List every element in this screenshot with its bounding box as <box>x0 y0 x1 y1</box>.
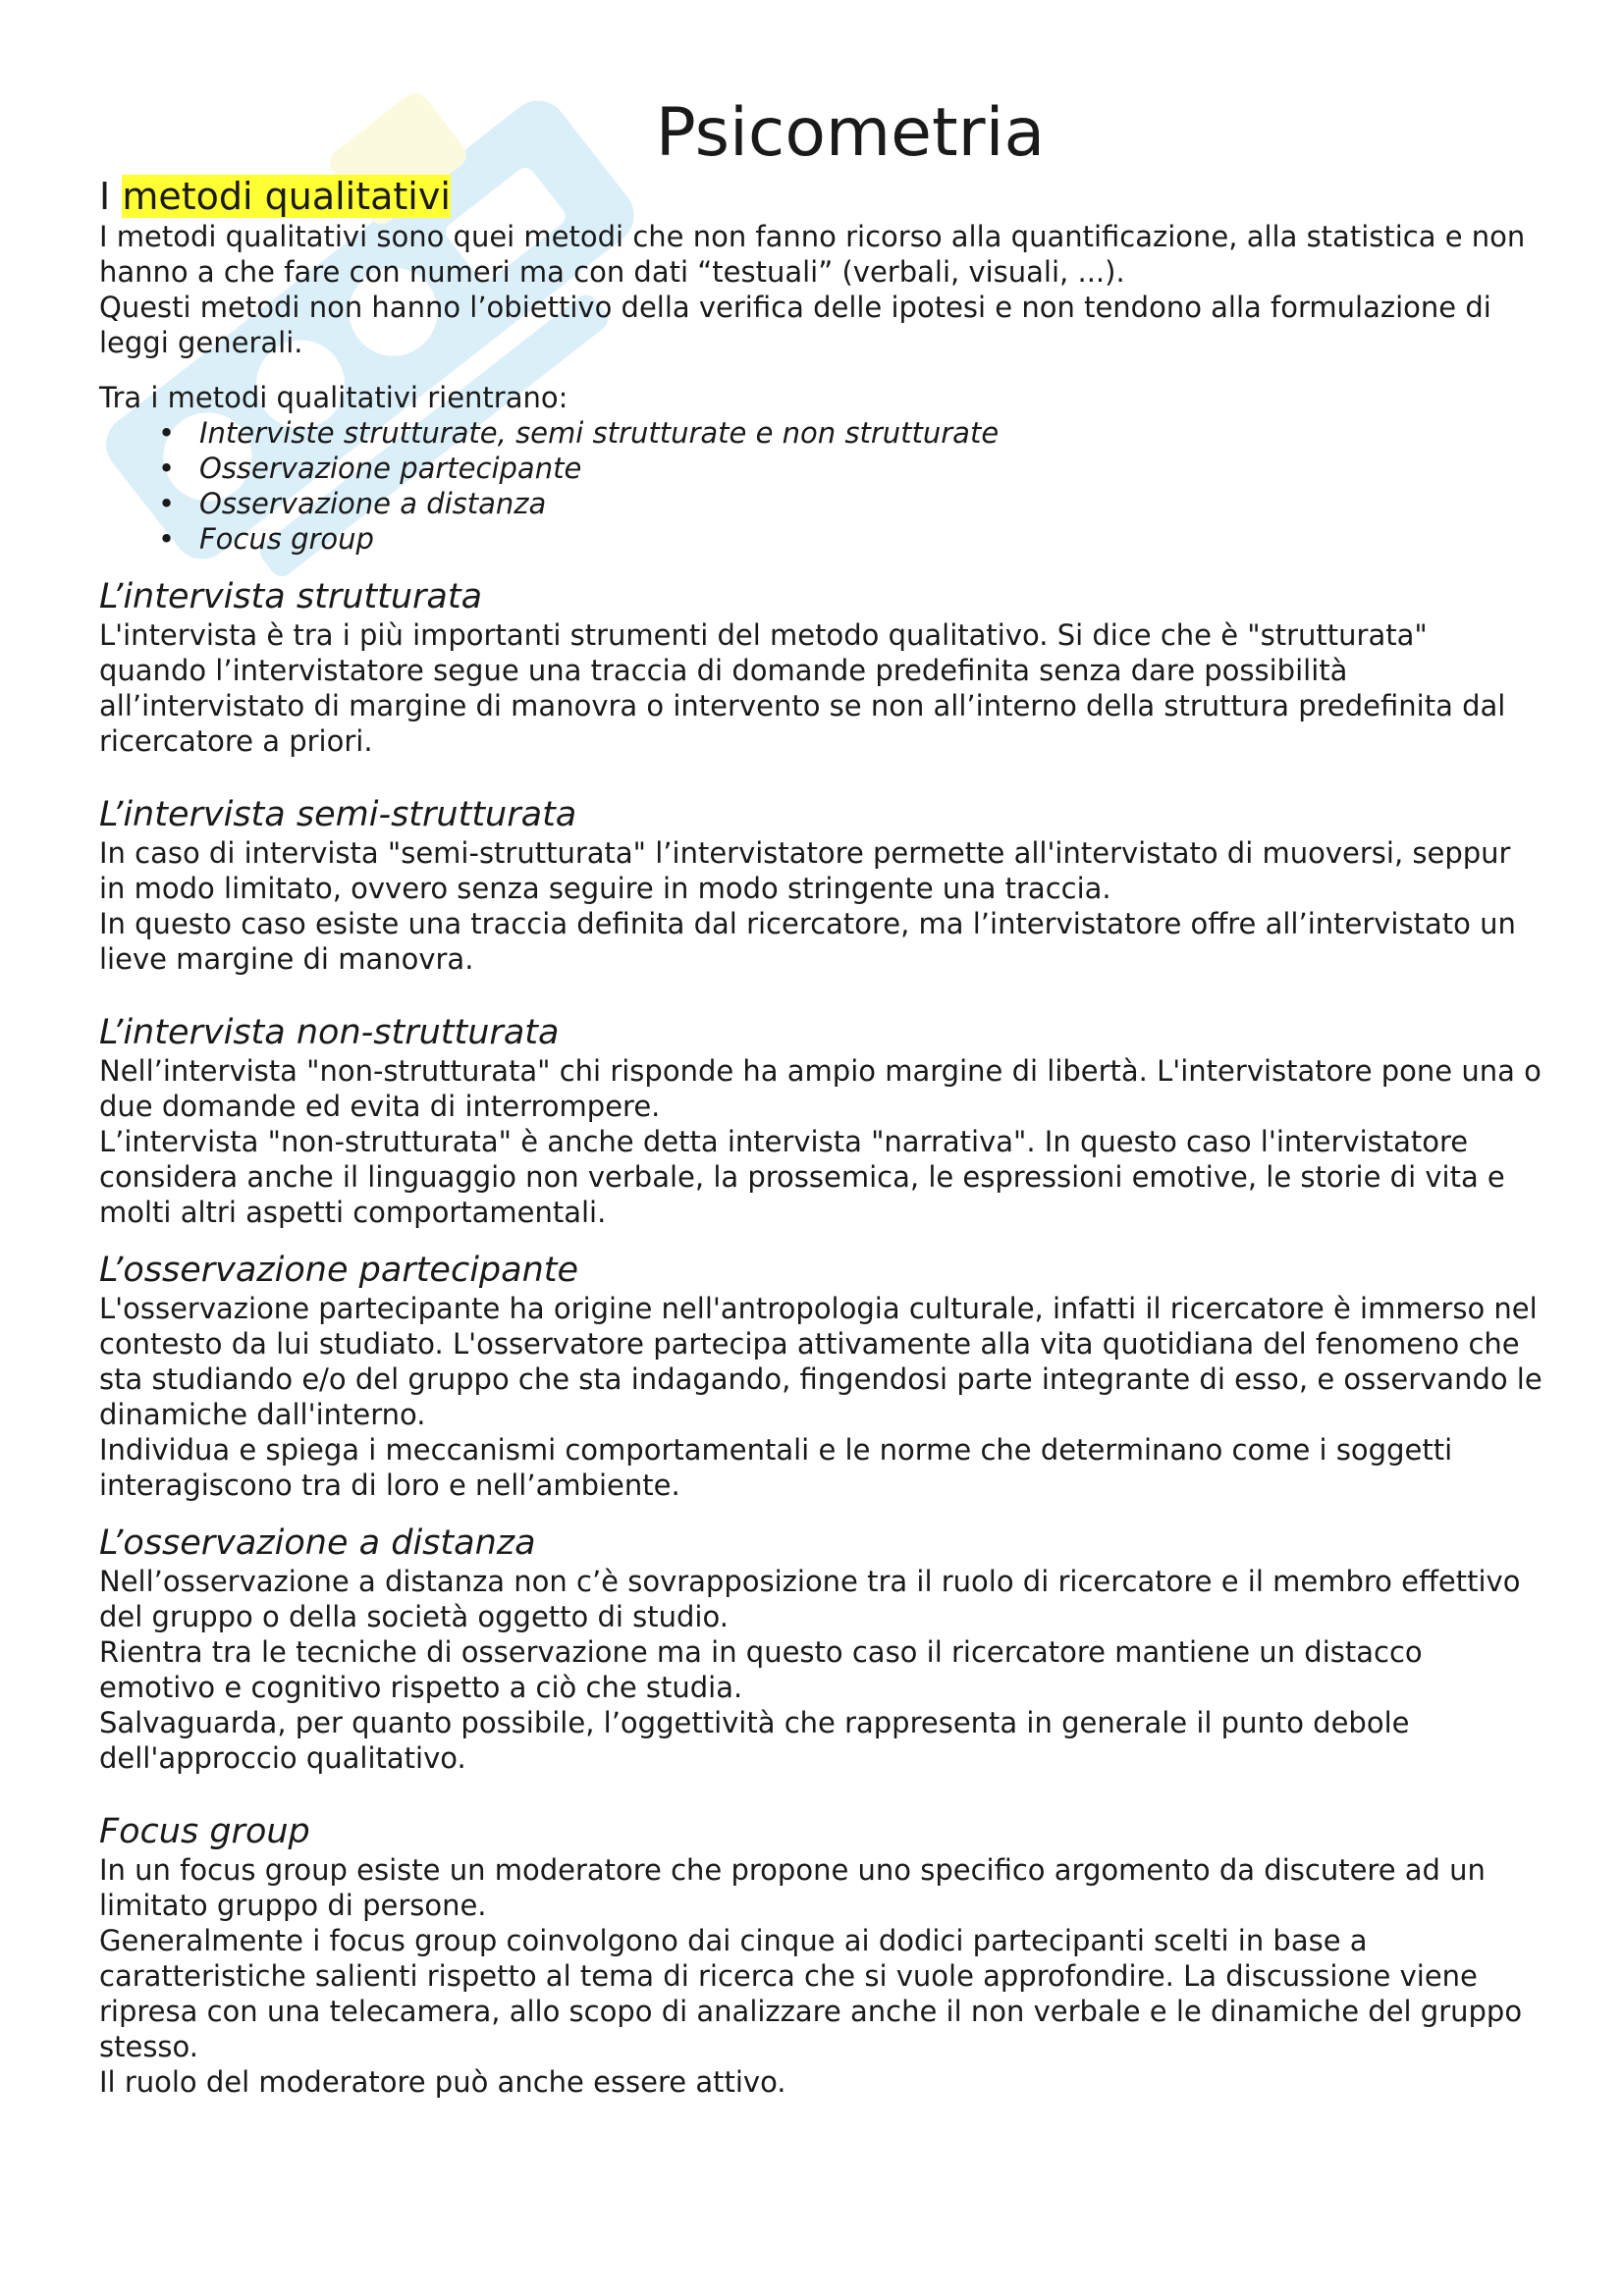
section-paragraph: Nell’intervista "non-strutturata" chi risponde ha ampio margine di libertà. L'intervistatore pone una o due domande ed evita di interrompere. <box>99 1054 1542 1123</box>
section-paragraph: In questo caso esiste una traccia definita dal ricercatore, ma l’intervistatore offre all’intervistato un lieve margine di manovra. <box>99 907 1516 976</box>
bullet-icon: • <box>158 416 176 450</box>
section-paragraph: In caso di intervista "semi-strutturata" l’intervistatore permette all'intervistato di muoversi, seppur in modo limitato, ovvero senza seguire in modo stringente una traccia. <box>99 836 1511 905</box>
methods-list <box>99 415 1542 557</box>
section-paragraph: L'intervista è tra i più importanti strumenti del metodo qualitativo. Si dice che è "strutturata" quando l’intervistatore segue una traccia di domande predefinita senza dare possibilità all’intervistato di margine di manovra o intervento se non all’interno della struttura predefinita dal ricercatore a priori. <box>99 618 1506 758</box>
list-item: • Osservazione a distanza <box>158 487 547 520</box>
intro-paragraph: I metodi qualitativi sono quei metodi che non fanno ricorso alla quantificazione, alla statistica e non hanno a che fare con numeri ma con dati “testuali” (verbali, visuali, ...). <box>99 220 1526 289</box>
document-page <box>99 93 1542 2100</box>
intro-heading <box>99 174 1542 219</box>
bullet-icon: • <box>158 452 176 485</box>
intro-paragraph: Questi metodi non hanno l’obiettivo della verifica delle ipotesi e non tendono alla formulazione di leggi generali. <box>99 291 1491 359</box>
section-heading: Focus group <box>99 1812 310 1851</box>
section-paragraph: Generalmente i focus group coinvolgono dai cinque ai dodici partecipanti scelti in base a caratteristiche salienti rispetto al tema di ricerca che si vuole approfondire. La discussione viene ripresa con una telecamera, allo scopo di analizzare anche il non verbale e le dinamiche del gruppo stesso. <box>99 1924 1523 2063</box>
section-paragraph: Nell’osservazione a distanza non c’è sovrapposizione tra il ruolo di ricercatore e il membro effettivo del gruppo o della società oggetto di studio. <box>99 1565 1521 1633</box>
bullet-icon: • <box>158 522 176 556</box>
section-paragraph: Salvaguarda, per quanto possibile, l’oggettività che rappresenta in generale il punto debole dell'approccio qualitativo. <box>99 1706 1410 1775</box>
section-heading: L’intervista non-strutturata <box>99 1013 560 1052</box>
section-paragraph: Individua e spiega i meccanismi comportamentali e le norme che determinano come i soggetti interagiscono tra di loro e nell’ambiente. <box>99 1433 1453 1502</box>
list-intro: Tra i metodi qualitativi rientrano: <box>99 381 568 414</box>
intro-heading-prefix: I <box>99 175 111 218</box>
section-paragraph: In un focus group esiste un moderatore che propone uno specifico argomento da discutere ad un limitato gruppo di persone. <box>99 1853 1486 1922</box>
section-paragraph: L'osservazione partecipante ha origine nell'antropologia culturale, infatti il ricercatore è immerso nel contesto da lui studiato. L'osservatore partecipa attivamente alla vita quotidiana del fenomeno che sta studiando e/o del gruppo che sta indagando, fingendosi parte integrante di esso, e osservando le dinamiche dall'interno. <box>99 1292 1542 1431</box>
list-item: • Focus group <box>158 522 374 556</box>
intro-heading-highlight: metodi qualitativi <box>122 175 451 218</box>
section-paragraph: L’intervista "non-strutturata" è anche detta intervista "narrativa". In questo caso l'intervistatore considera anche il linguaggio non verbale, la prossemica, le espressioni emotive, le storie di vita e molti altri aspetti comportamentali. <box>99 1125 1505 1229</box>
section-paragraph: Rientra tra le tecniche di osservazione ma in questo caso il ricercatore mantiene un distacco emotivo e cognitivo rispetto a ciò che studia. <box>99 1635 1423 1704</box>
list-item: • Interviste strutturate, semi strutturate e non strutturate <box>158 416 1000 450</box>
section-paragraph: Il ruolo del moderatore può anche essere attivo. <box>99 2065 786 2099</box>
list-item: • Osservazione partecipante <box>158 452 582 485</box>
section-heading: L’intervista semi-strutturata <box>99 795 577 834</box>
document-title: Psicometria <box>655 94 1046 172</box>
section-heading: L’osservazione a distanza <box>99 1523 536 1563</box>
section-heading: L’osservazione partecipante <box>99 1251 579 1290</box>
section-heading: L’intervista strutturata <box>99 577 483 616</box>
bullet-icon: • <box>158 487 176 520</box>
